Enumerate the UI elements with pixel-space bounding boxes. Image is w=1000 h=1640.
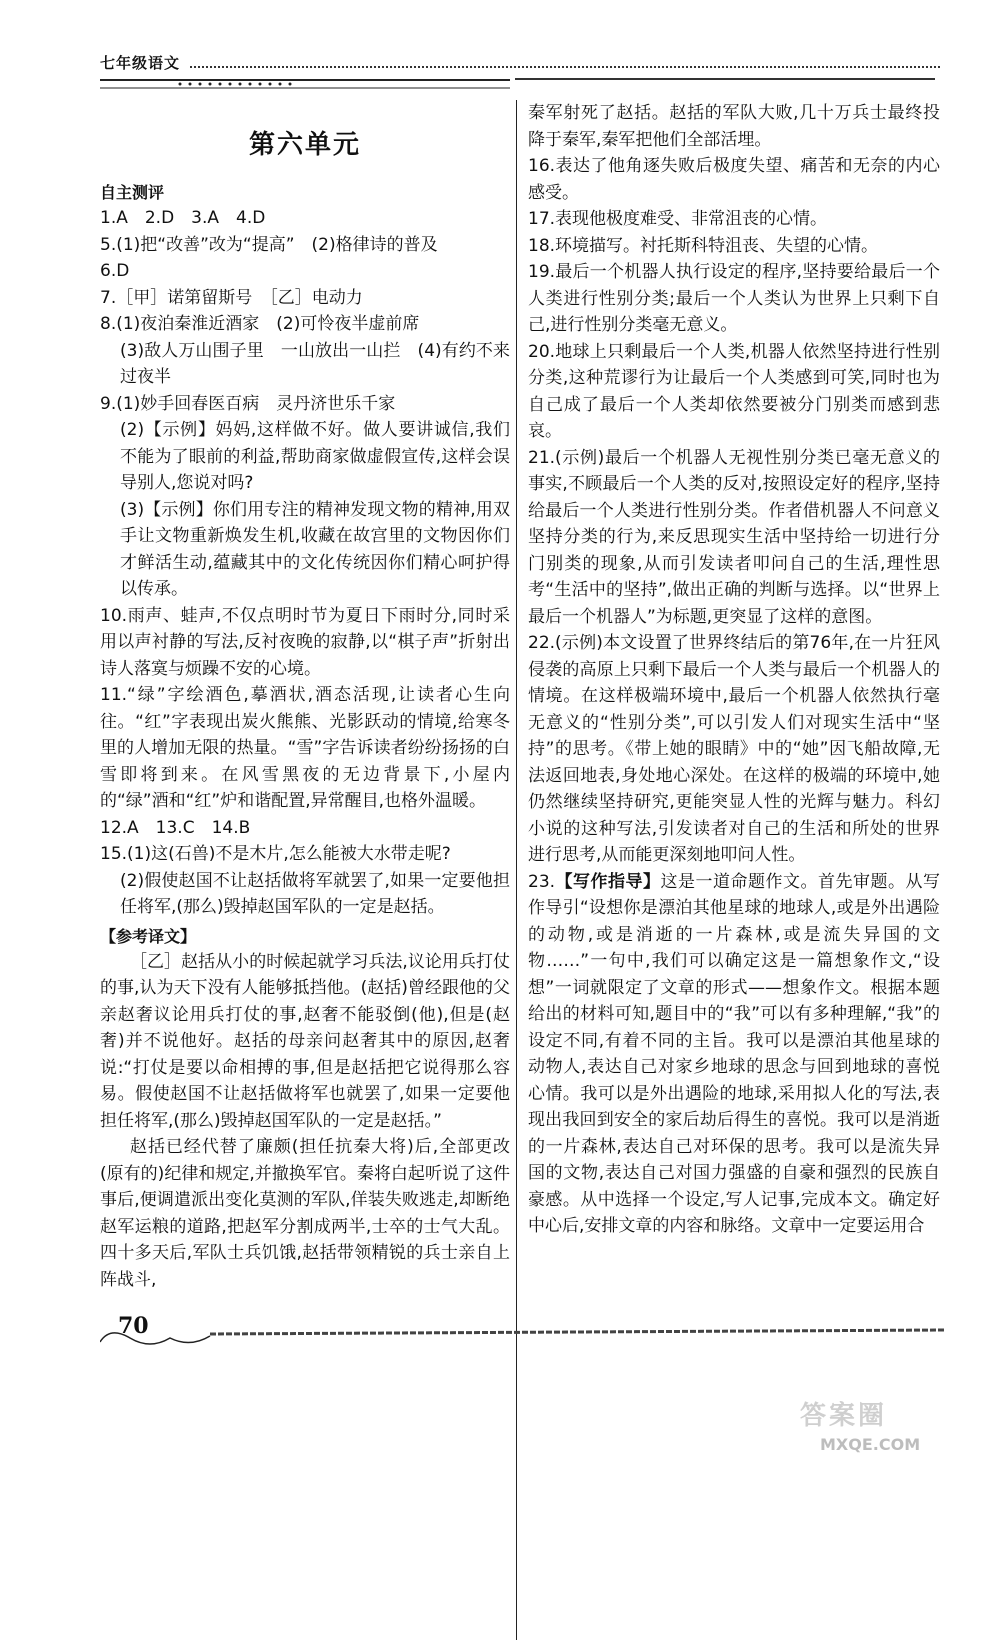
answer-item: 1.A 2.D 3.A 4.D: [100, 208, 266, 228]
answer-item: 15.(1)这(石兽)不是木片,怎么能被大水带走呢?: [100, 844, 451, 864]
answer-item: 20.地球上只剩最后一个人类,机器人依然坚持进行性别分类,这种荒谬行为让最后一个人类感到可笑,同时也为自己成了最后一个人类却依然要被分门别类而感到悲哀。: [528, 341, 940, 441]
left-column: [100, 100, 510, 1293]
watermark-url: MXQE.COM: [820, 1435, 921, 1454]
writing-guide-text: 这是一道命题作文。首先审题。从写作导引“设想你是漂泊其他星球的地球人,或是外出遇险的动物,或是消逝的一片森林,或是流失异国的文物……”一句中,我们可以确定这是一篇想象作文,“设想”一词就限定了文章的形式——想象作文。根据本题给出的材料可知,题目中的“我”可以有多种理解,“我”的设定不同,有着不同的主旨。我可以是漂泊其他星球的动物人,表达自己对家乡地球的思念与回到地球的喜悦心情。我可以是外出遇险的地球,采用拟人化的写法,表现出我回到安全的家后劫后得生的喜悦。我可以是消逝的一片森林,表达自己对环保的思考。我可以是流失异国的文物,表达自己对国力强盛的自豪和强烈的民族自豪感。从中选择一个设定,写人记事,完成本文。确定好中心后,安排文章的内容和脉络。文章中一定要运用合: [528, 871, 941, 1236]
section-title: 自主测评: [100, 183, 165, 202]
translation-label: 【参考译文】: [100, 926, 197, 946]
answer-item: (2)【示例】妈妈,这样做不好。做人要讲诚信,我们不能为了眼前的利益,帮助商家做虚假宣传,这样会误导别人,您说对吗?: [120, 420, 510, 493]
answer-item: 18.环境描写。衬托斯科特沮丧、失望的心情。: [528, 235, 879, 256]
item-number: 23.: [528, 871, 556, 892]
right-column: [528, 100, 940, 1240]
header-rule-right: [515, 78, 935, 84]
answer-item: 7.［甲］诺第留斯号 ［乙］电动力: [100, 287, 363, 308]
answer-item: 5.(1)把“改善”改为“提高” (2)格律诗的普及: [100, 234, 438, 255]
answer-item: 11.“绿”字绘酒色,摹酒状,酒态活现,让读者心生向往。“红”字表现出炭火熊熊、光影跃动的情境,给寒冬里的人增加无限的热量。“雪”字告诉读者纷纷扬扬的白雪即将到来。在风雪黑夜的无边背景下,小屋内的“绿”酒和“红”炉和谐配置,异常醒目,也格外温暖。: [100, 685, 510, 811]
writing-guide-label: 【写作指导】: [555, 871, 661, 892]
page-number: 70: [118, 1313, 149, 1339]
unit-title: 第六单元: [248, 130, 361, 160]
page-header-title: 七年级语文: [100, 54, 181, 72]
answer-item: 16.表达了他角逐失败后极度失望、痛苦和无奈的内心感受。: [528, 156, 940, 203]
answer-item: 12.A 13.C 14.B: [100, 817, 251, 838]
answer-item: 22.(示例)本文设置了世界终结后的第76年,在一片狂风侵袭的高原上只剩下最后一个人类与最后一个机器人的情境。在这样极端环境中,最后一个机器人依然执行毫无意义的“性别分类”,可以引发人们对现实生活中“坚持”的思考。《带上她的眼睛》中的“她”因飞船故障,无法返回地表,身处地心深处。在这样的极端的环境中,她仍然继续坚持研究,更能突显人性的光辉与魅力。科幻小说的这种写法,引发读者对自己的生活和所处的世界进行思考,从而能更深刻地叩问人性。: [528, 633, 940, 865]
column-divider: [516, 100, 517, 1640]
translation-paragraph: ［乙］赵括从小的时候起就学习兵法,议论用兵打仗的事,认为天下没有人能够抵挡他。(赵括)曾经跟他的父亲赵奢议论用兵打仗的事,赵奢不能驳倒(他),但是(赵奢)并不说他好。赵括的母亲问赵奢其中的原因,赵奢说:“打仗是要以命相搏的事,但是赵括把它说得那么容易。假使赵国不让赵括做将军也就罢了,如果一定要他担任将军,(那么)毁掉赵国军队的一定是赵括。”: [100, 951, 510, 1131]
header-ornament: [100, 78, 510, 90]
answer-item: 10.雨声、蛙声,不仅点明时节为夏日下雨时分,同时采用以声衬静的写法,反衬夜晚的寂静,以“棋子声”折射出诗人落寞与烦躁不安的心境。: [100, 605, 510, 679]
answer-item: 8.(1)夜泊秦淮近酒家 (2)可怜夜半虚前席: [100, 314, 420, 334]
watermark-logo: 答案圈: [800, 1401, 888, 1431]
header-dotted-rule: [190, 66, 940, 68]
translation-paragraph: 赵括已经代替了廉颇(担任抗秦大将)后,全部更改(原有的)纪律和规定,并撤换军官。秦将白起听说了这件事后,便调遣派出变化莫测的军队,佯装失败逃走,却断绝赵军运粮的道路,把赵军分割成两半,士卒的士气大乱。四十多天后,军队士兵饥饿,赵括带领精锐的兵士亲自上阵战斗,: [100, 1137, 510, 1290]
writing-guide-item: [528, 869, 940, 1240]
answer-item: 6.D: [100, 261, 130, 281]
answer-item: 19.最后一个机器人执行设定的程序,坚持要给最后一个人类进行性别分类;最后一个人类认为世界上只剩下自己,进行性别分类毫无意义。: [528, 262, 940, 335]
answer-item: (3)敌人万山围子里 一山放出一山拦 (4)有约不来过夜半: [120, 340, 510, 387]
answer-item: 21.(示例)最后一个机器人无视性别分类已毫无意义的事实,不顾最后一个人类的反对,按照设定好的程序,坚持给最后一个人类进行性别分类。作者借机器人不问意义坚持分类的行为,来反思现实生活中坚持给一切进行分门别类的现象,从而引发读者叩问自己的生活,理性思考“生活中的坚持”,做出正确的判断与选择。以“世界上最后一个机器人”为标题,更突显了这样的意图。: [528, 447, 940, 627]
answer-item: 17.表现他极度难受、非常沮丧的心情。: [528, 209, 828, 229]
translation-continuation: 秦军射死了赵括。赵括的军队大败,几十万兵士最终投降于秦军,秦军把他们全部活埋。: [528, 103, 940, 150]
answer-item: 9.(1)妙手回春医百病 灵丹济世乐千家: [100, 393, 396, 414]
answer-item: (2)假使赵国不让赵括做将军就罢了,如果一定要他担任将军,(那么)毁掉赵国军队的一定是赵括。: [120, 870, 510, 917]
answer-item: (3)【示例】你们用专注的精神发现文物的精神,用双手让文物重新焕发生机,收藏在故宫里的文物因你们才鲜活生动,蕴藏其中的文化传统因你们精心呵护得以传承。: [120, 499, 510, 599]
footer-ornament: [100, 1320, 945, 1350]
